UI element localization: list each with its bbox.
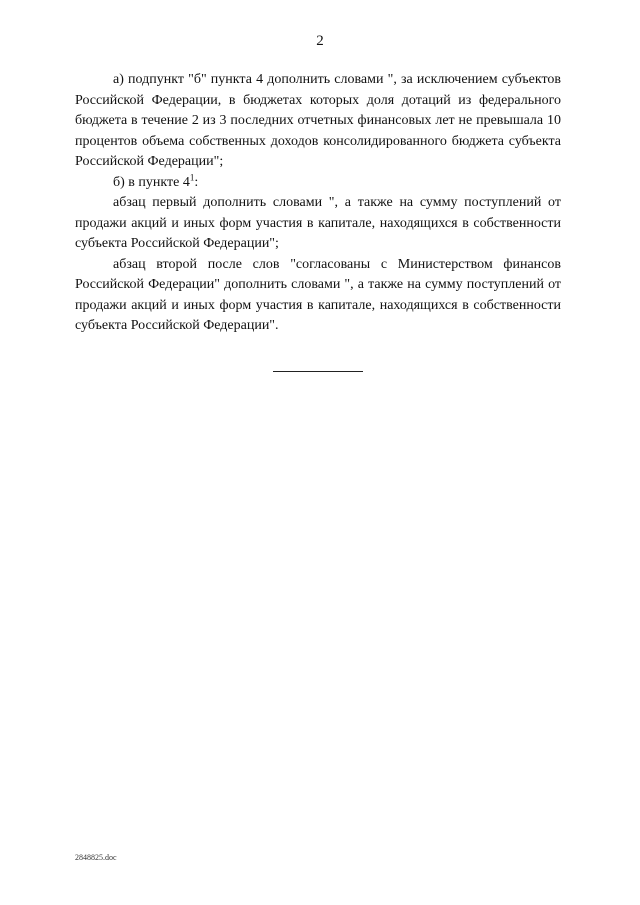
paragraph-b	[75, 173, 561, 194]
document-body	[75, 70, 561, 337]
paragraph-b-text: б) в пункте 4	[113, 174, 190, 190]
paragraph-first-abzac: абзац первый дополнить словами ", а также на сумму поступлений от продажи акций и иных форм участия в капитале, находящихся в собственности субъекта Российской Федерации";	[75, 195, 561, 251]
paragraph-b-colon: :	[194, 174, 199, 190]
paragraph-second-abzac: абзац второй после слов "согласованы с Министерством финансов Российской Федерации" дополнить словами ", а также на сумму поступлений от продажи акций и иных форм участия в капитале, находящихся в собственности субъекта Российской Федерации".	[75, 256, 561, 333]
paragraph-b-superscript: 1	[189, 171, 195, 182]
end-separator-line	[273, 371, 363, 372]
paragraph-a: а) подпункт "б" пункта 4 дополнить словами ", за исключением субъектов Российской Федерации, в бюджетах которых доля дотаций из федерального бюджета в течение 2 из 3 последних отчетных финансовых лет не превышала 10 процентов объема собственных доходов консолидированного бюджета субъекта Российской Федерации";	[75, 72, 561, 169]
page-number: 2	[316, 33, 324, 49]
footer-filename: 2848825.doc	[75, 853, 117, 862]
